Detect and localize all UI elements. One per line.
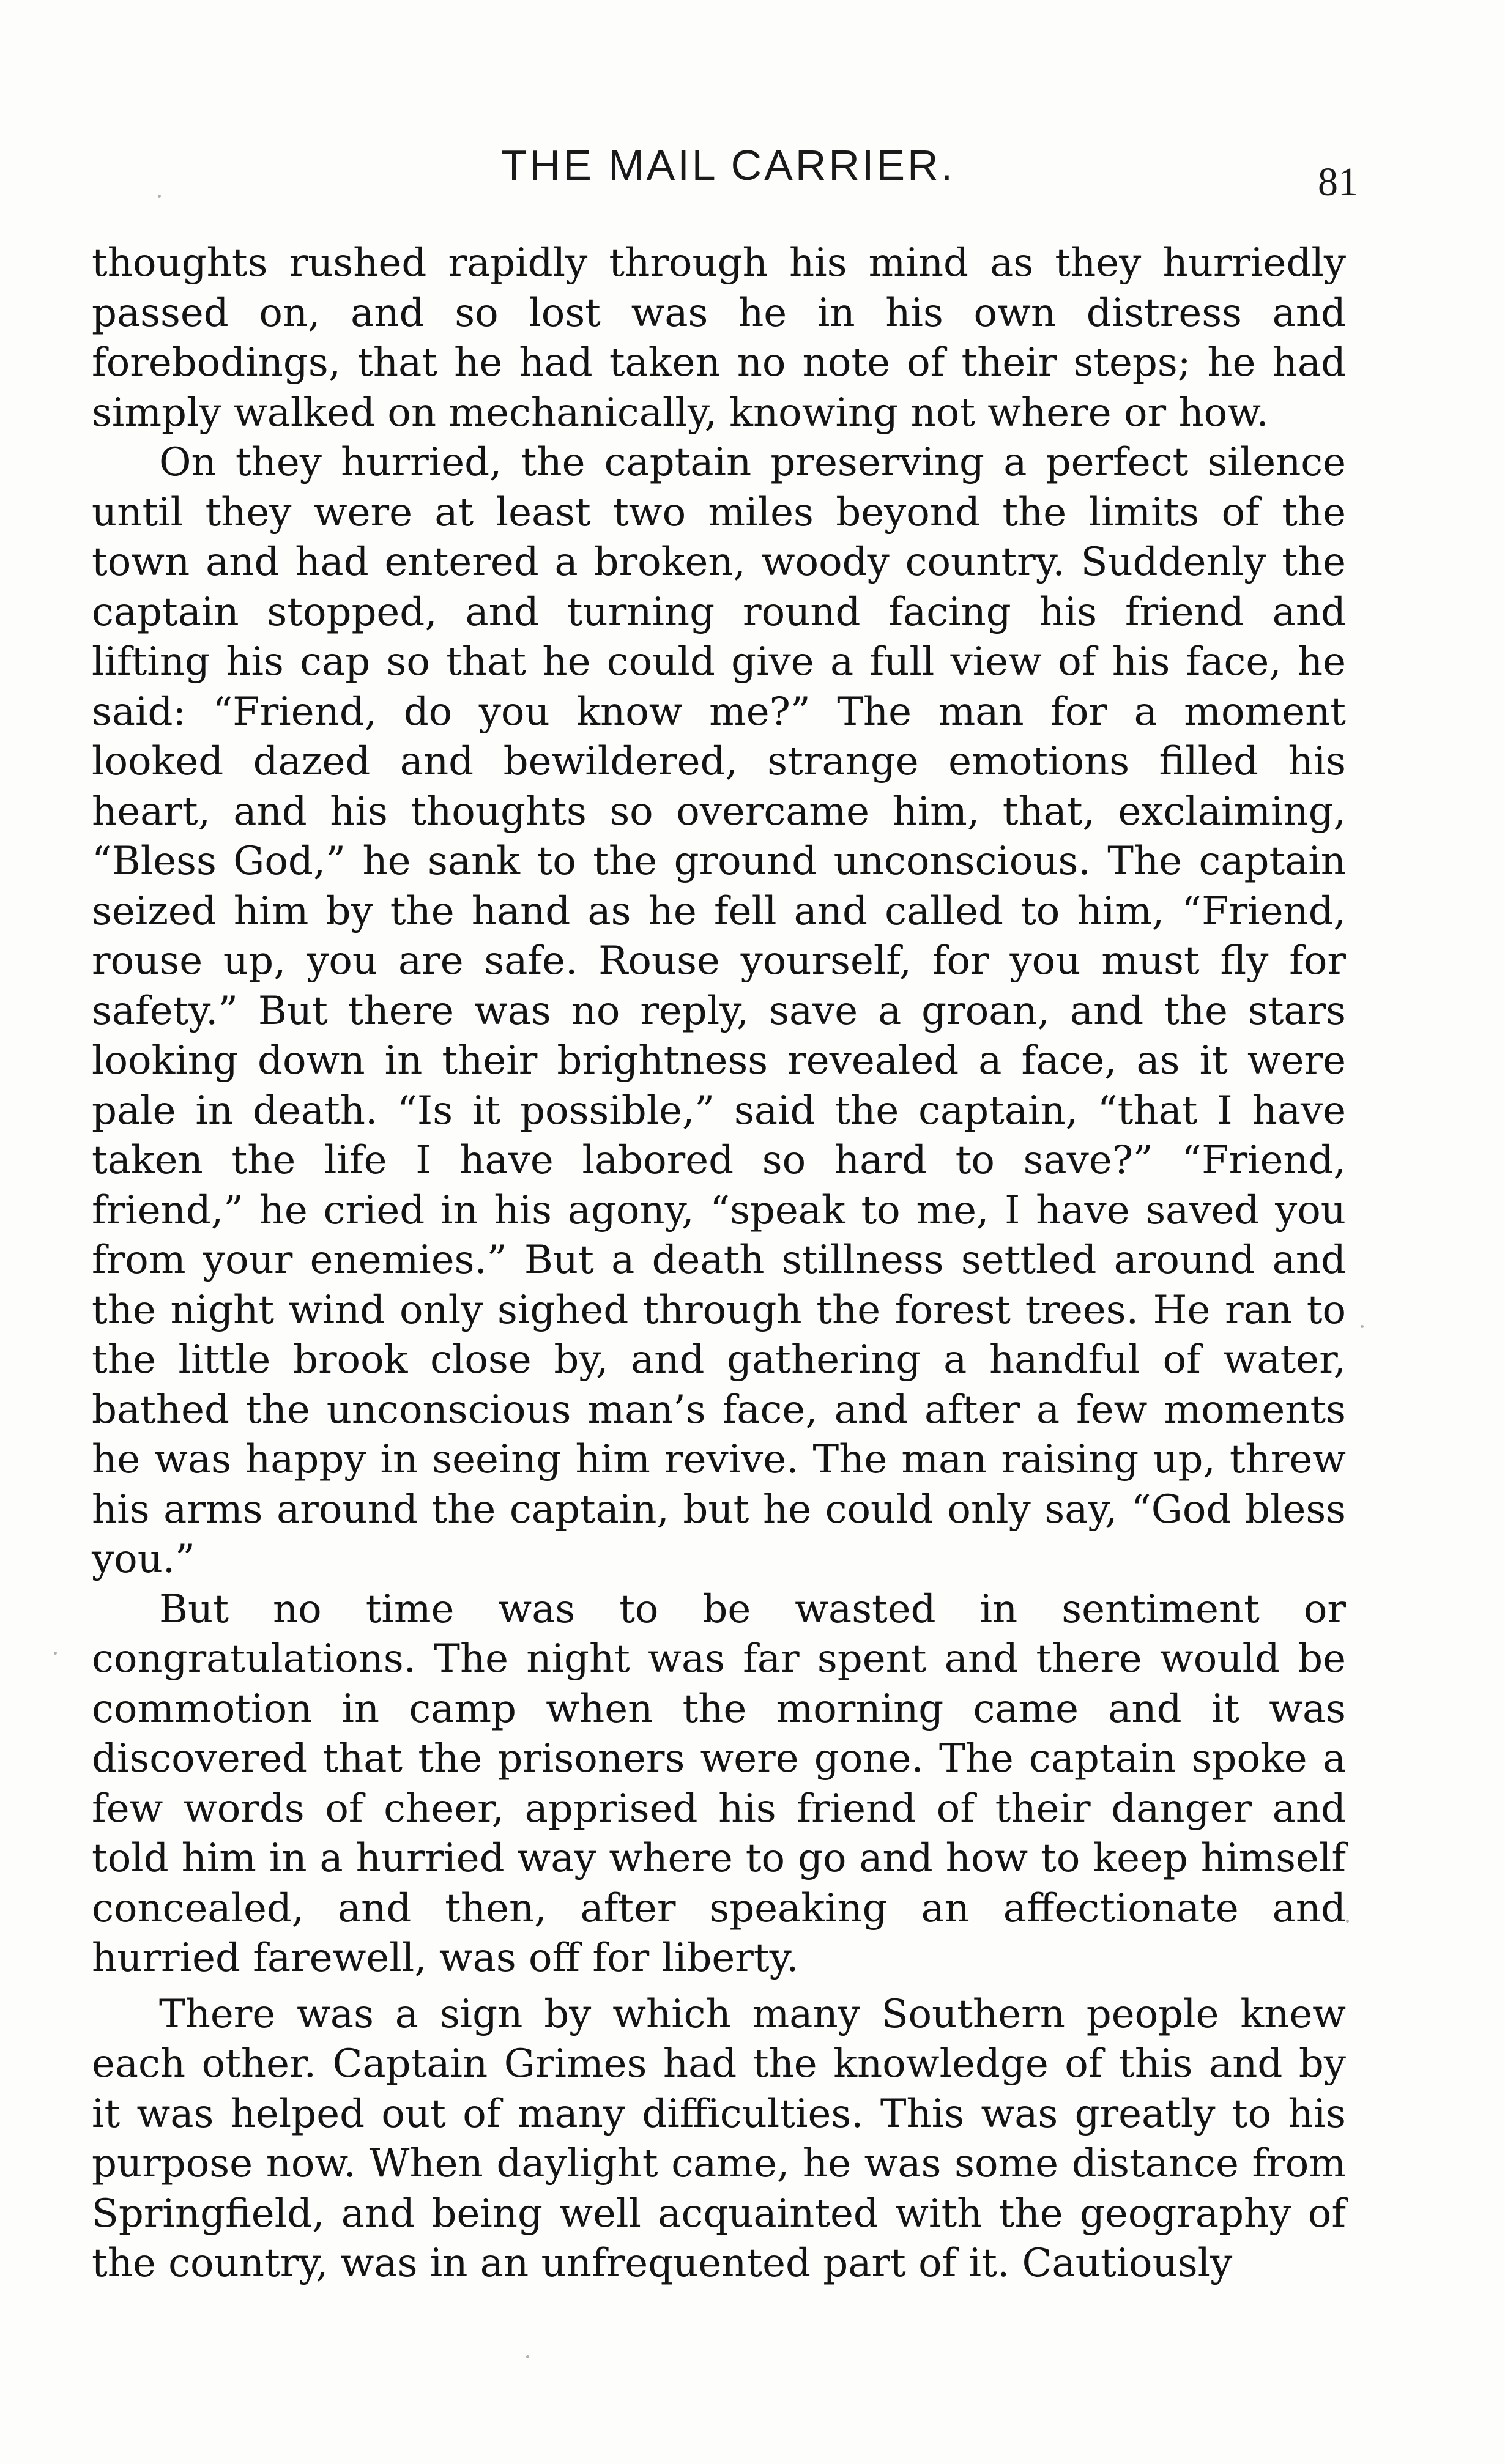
- paragraph: There was a sign by which many Southern people knew each other. Captain Grimes had the knowledge of this and by it was helped out of many difficulties. This was greatly to his purpose now. When daylight came, he was some distance from Springfield, and being well acquainted with the geography of the country, was in an unfrequented part of it. Cautiously: [92, 1991, 1346, 2286]
- paper-speck: [158, 195, 161, 198]
- paper-speck: [1361, 1325, 1364, 1328]
- paper-speck: [526, 2355, 529, 2358]
- page-number: 81: [1318, 160, 1358, 204]
- body-text: [92, 239, 1346, 2289]
- paper-speck: [1346, 1920, 1349, 1923]
- paper-speck: [54, 1652, 57, 1655]
- paragraph: But no time was to be wasted in sentiment or congratulations. The night was far spent and there would be commotion in camp when the morning came and it was discovered that the prisoners were gone. The captain spoke a few words of cheer, apprised his friend of their danger and told him in a hurried way where to go and how to keep himself concealed, and then, after speaking an affectionate and hurried farewell, was off for liberty.: [92, 1586, 1346, 1981]
- running-title: THE MAIL CARRIER.: [500, 141, 956, 189]
- paragraph-continuation: thoughts rushed rapidly through his mind as they hurriedly passed on, and so lost was he in his own distress and forebodings, that he had taken no note of their steps; he had simply walked on mechanically, knowing not where or how.: [92, 240, 1346, 436]
- page-header: [98, 141, 1358, 208]
- paragraph: On they hurried, the captain preserving a perfect silence until they were at least two miles beyond the limits of the town and had entered a broken, woody country. Suddenly the captain stopped, and turning round facing his friend and lifting his cap so that he could give a full view of his face, he said: “Friend, do you know me?” The man for a moment looked dazed and bewildered, strange emotions filled his heart, and his thoughts so overcame him, that, exclaiming, “Bless God,” he sank to the ground unconscious. The captain seized him by the hand as he fell and called to him, “Friend, rouse up, you are safe. Rouse yourself, for you must fly for safety.” But there was no reply, save a groan, and the stars looking down in their brightness revealed a face, as it were pale in death. “Is it possible,” said the captain, “that I have taken the life I have labored so hard to save?” “Friend, friend,” he cried in his agony, “speak to me, I have saved you from your enemies.” But a death stillness settled around and the night wind only sighed through the forest trees. He ran to the little brook close by, and gathering a handful of water, bathed the unconscious man’s face, and after a few moments he was happy in seeing him revive. The man raising up, threw his arms around the captain, but he could only say, “God bless you.”: [92, 440, 1346, 1582]
